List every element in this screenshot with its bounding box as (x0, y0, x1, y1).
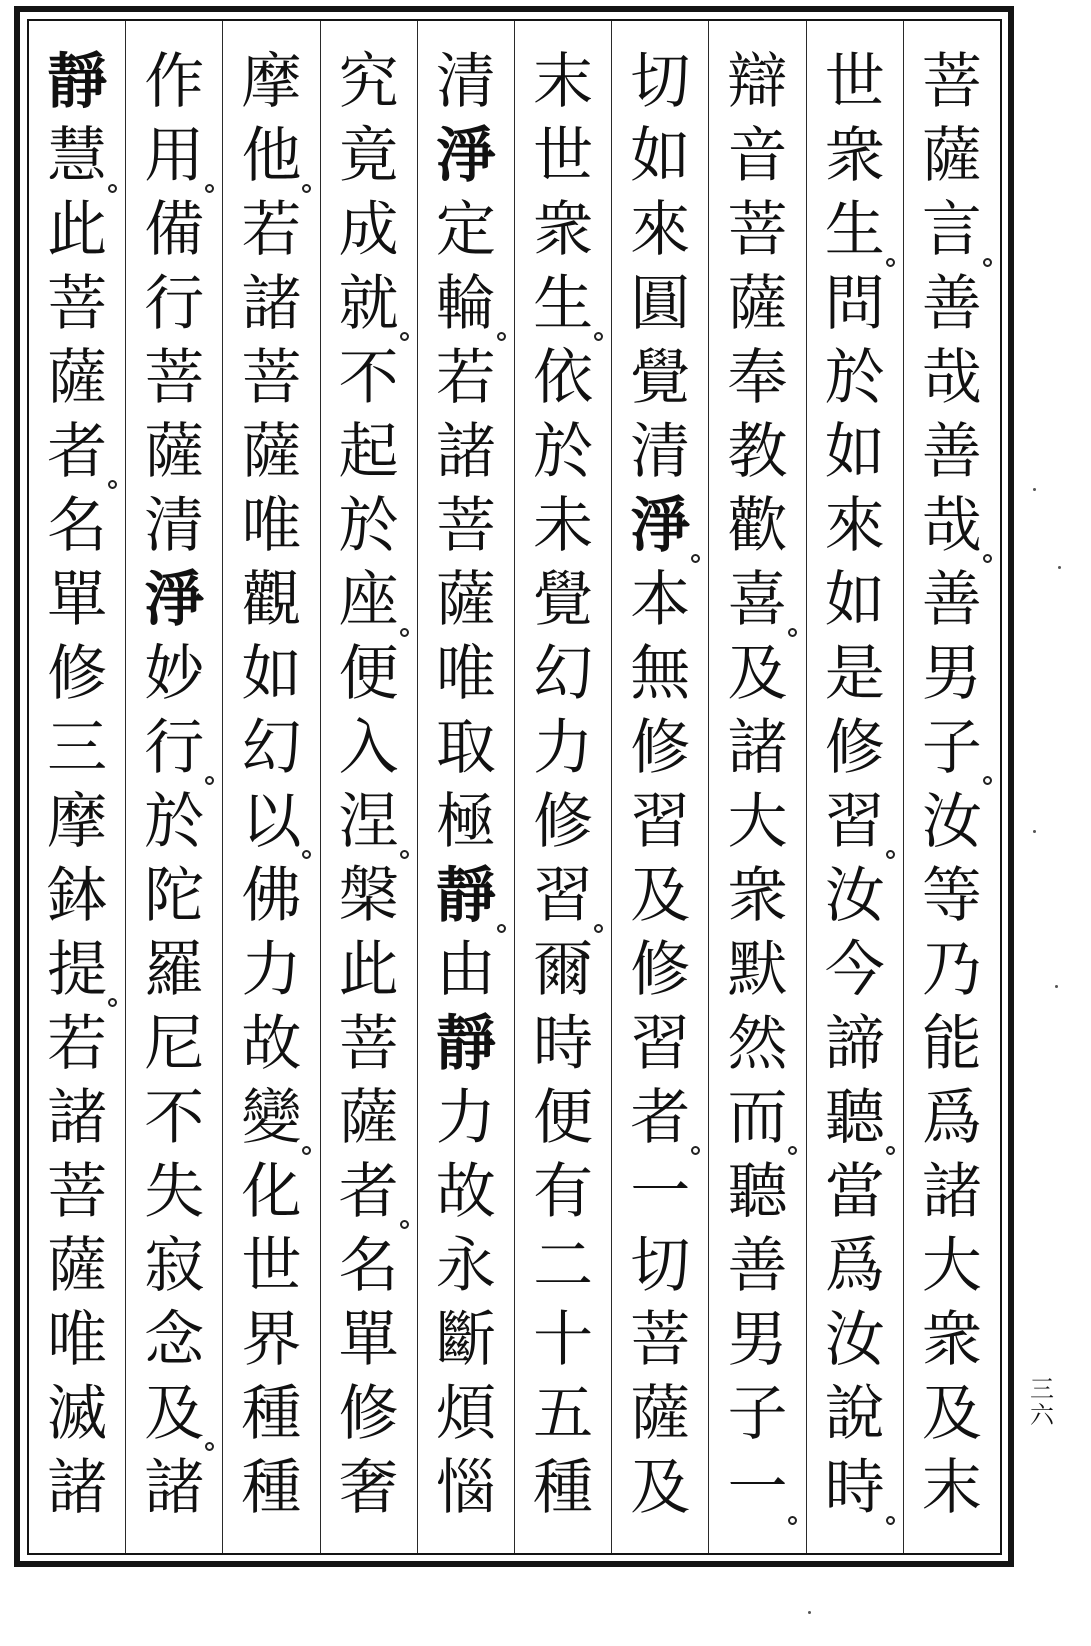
scan-speck (1033, 488, 1036, 491)
text-column (417, 21, 514, 1553)
text-column (806, 21, 903, 1553)
column-text: 清 淨 定 輪 若 諸 菩 薩 唯 取 極 靜 由 靜 力 故 永 斷 煩 惱 (429, 45, 503, 1525)
column-text: 摩 他 若 諸 菩 薩 唯 觀 如 幻 以 佛 力 故 變 化 世 界 種 種 (234, 45, 308, 1525)
column-text: 菩 薩 言 善 哉 善 哉 善 男 子 汝 等 乃 能 爲 諸 大 衆 及 末 (915, 45, 989, 1525)
column-text: 末 世 衆 生 依 於 未 覺 幻 力 修 習 爾 時 便 有 二 十 五 種 (526, 45, 600, 1525)
column-text: 究 竟 成 就 不 起 於 座 便 入 涅 槃 此 菩 薩 者 名 單 修 奢 (332, 45, 406, 1525)
page-number: 三 六 (1030, 1375, 1054, 1429)
scan-speck (1058, 566, 1061, 569)
column-text: 世 衆 生 問 於 如 來 如 是 修 習 汝 今 諦 聽 當 爲 汝 說 時 (818, 45, 892, 1525)
scan-speck (808, 1611, 811, 1614)
text-column (222, 21, 319, 1553)
scan-speck (1033, 830, 1036, 833)
column-text: 作 用 備 行 菩 薩 清 淨 妙 行 於 陀 羅 尼 不 失 寂 念 及 諸 (137, 45, 211, 1525)
scan-speck (1055, 985, 1058, 988)
text-column (903, 21, 1000, 1553)
text-column (514, 21, 611, 1553)
column-text: 靜 慧 此 菩 薩 者 名 單 修 三 摩 鉢 提 若 諸 菩 薩 唯 滅 諸 (40, 45, 114, 1525)
text-column (125, 21, 222, 1553)
text-column (611, 21, 708, 1553)
text-column (708, 21, 805, 1553)
text-column (320, 21, 417, 1553)
text-column (29, 21, 125, 1553)
column-text: 辯 音 菩 薩 奉 教 歡 喜 及 諸 大 衆 默 然 而 聽 善 男 子 一 (720, 45, 794, 1525)
text-columns (29, 21, 1000, 1553)
column-text: 切 如 來 圓 覺 清 淨 本 無 修 習 及 修 習 者 一 切 菩 薩 及 (623, 45, 697, 1525)
